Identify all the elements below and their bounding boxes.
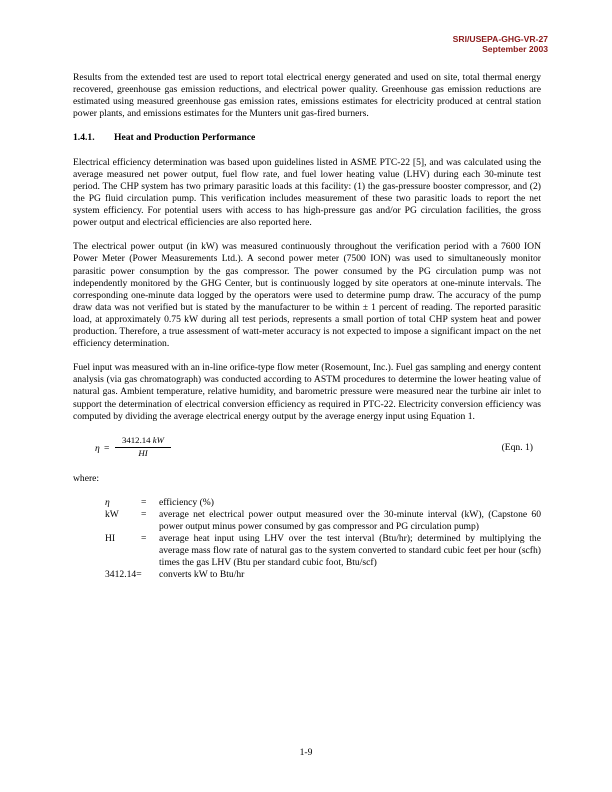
intro-paragraph: Results from the extended test are used to report total electrical energy generated and used on site, total thermal energy recovered, greenhouse gas emission reductions, and electrical power quality. Greenhouse gas emission reductions are estimated using measured greenhouse gas emission rates, emissions estimates for electricity produced at central station power plants, and emissions estimates for the Munters unit gas-fired burners. bbox=[73, 72, 541, 120]
equation-denominator: HI bbox=[138, 447, 148, 458]
equation-numerator bbox=[115, 435, 171, 448]
definition-eta bbox=[105, 497, 541, 509]
definition-equals: = bbox=[141, 496, 147, 508]
section-title: Heat and Production Performance bbox=[114, 132, 256, 144]
definition-text: average heat input using LHV over the test interval (Btu/hr); determined by multiplying the average mass flow rate of natural gas to the system converted to standard cubic feet per hour (scfh) times the gas LHV (Btu per standard cubic foot, Btu/scf) bbox=[159, 533, 541, 569]
numerator-constant: 3412.14 bbox=[121, 434, 151, 445]
paragraph-efficiency: Electrical efficiency determination was based upon guidelines listed in ASME PTC-22 [5], and was calculated using the average measured net power output, fuel flow rate, and fuel lower heating value (LHV) during each 30-minute test period. The CHP system has two primary parasitic loads at this facility: (1) the gas-pressure booster compressor, and (2) the PG fluid circulation pump. This verification includes measurement of these two parasitic loads to report the net system efficiency. For potential users with access to has high-pressure gas and/or PG circulation facilities, the gross power output and electrical efficiencies are also reported here. bbox=[73, 156, 541, 229]
paragraph-power-output: The electrical power output (in kW) was measured continuously throughout the verification period with a 7600 ION Power Meter (Power Measurements Ltd.). A second power meter (7500 ION) was used to simultaneously monitor parasitic power consumption by the gas compressor. The power consumed by the PG circulation pump was not independently monitored by the GHG Center, but is continuously logged by site operators at one-minute intervals. The corresponding one-minute data logged by the operators were used to determine pump draw. The accuracy of the pump draw data was not verified but is stated by the manufacturer to be within ± 1 percent of reading. The reported parasitic load, at approximately 0.75 kW during all test periods, represents a small portion of total CHP system heat and power production. Therefore, a true assessment of watt-meter accuracy is not expected to impose a significant impact on the net efficiency determination. bbox=[73, 241, 541, 350]
definitions-list bbox=[105, 497, 541, 582]
numerator-variable: kW bbox=[152, 434, 165, 445]
definition-symbol: HI bbox=[105, 533, 116, 545]
paragraph-fuel-input: Fuel input was measured with an in-line orifice-type flow meter (Rosemount, Inc.). Fuel gas sampling and energy content analysis (via gas chromatograph) was conducted according to ASTM procedures to determine the lower heating value of natural gas. Ambient temperature, relative humidity, and barometric pressure were measured near the turbine air inlet to support the determination of electrical conversion efficiency as required in PTC-22. Electricity conversion efficiency was computed by dividing the average electrical energy output by the average energy input using Equation 1. bbox=[73, 362, 541, 422]
section-number: 1.4.1. bbox=[73, 132, 95, 144]
definition-symbol: η bbox=[105, 496, 110, 508]
definition-kw bbox=[105, 509, 541, 533]
equation-fraction bbox=[115, 435, 171, 459]
page-number: 1-9 bbox=[299, 747, 313, 758]
definition-equals: = bbox=[141, 533, 147, 545]
report-date: September 2003 bbox=[482, 44, 548, 54]
equation-1 bbox=[73, 435, 541, 461]
section-heading bbox=[73, 132, 541, 144]
definition-text: converts kW to Btu/hr bbox=[159, 569, 245, 581]
equation-equals: = bbox=[104, 442, 110, 454]
definition-symbol: 3412.14= bbox=[105, 569, 142, 581]
equation-label: (Eqn. 1) bbox=[501, 441, 533, 453]
where-label: where: bbox=[73, 472, 100, 484]
document-body bbox=[73, 72, 541, 582]
definition-text: efficiency (%) bbox=[159, 496, 214, 508]
definition-symbol: kW bbox=[105, 509, 119, 520]
definition-hi bbox=[105, 533, 541, 569]
definition-text: average net electrical power output measured over the 30-minute interval (kW), (Capstone 60 power output minus power consumed by gas compressor and PG circulation pump) bbox=[159, 509, 541, 533]
definition-equals: = bbox=[141, 509, 147, 520]
report-header bbox=[453, 34, 548, 54]
definition-constant bbox=[105, 569, 541, 581]
report-id: SRI/USEPA-GHG-VR-27 bbox=[452, 34, 548, 44]
equation-lhs: η bbox=[95, 442, 100, 454]
